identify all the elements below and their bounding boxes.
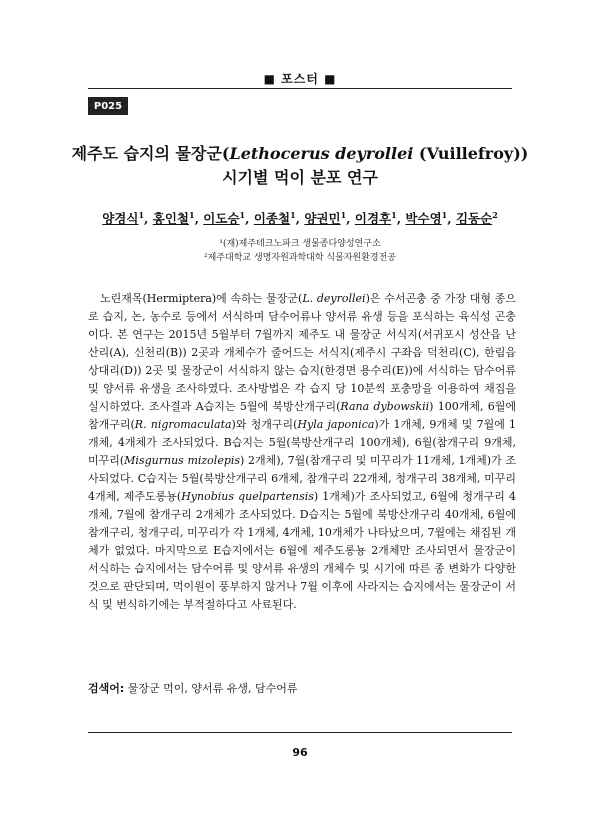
species-name: Misgurnus mizolepis bbox=[124, 454, 241, 467]
section-header: ■ 포스터 ■ bbox=[263, 72, 337, 86]
abstract-text: 노린재목(Hermiptera)에 속하는 물장군( bbox=[100, 292, 303, 305]
abstract bbox=[88, 290, 516, 614]
author-name: 양경식 bbox=[102, 211, 139, 226]
author-name: 양권민 bbox=[304, 211, 341, 226]
author-name: 박수영 bbox=[405, 211, 442, 226]
title-line-1 bbox=[60, 142, 540, 166]
affiliation-2: ²제주대학교 생명자원과학대학 식물자원환경전공 bbox=[204, 253, 396, 263]
keywords-label: 검색어: bbox=[88, 682, 125, 695]
author-name: 이경후 bbox=[354, 211, 392, 226]
author-name: 이종철 bbox=[253, 211, 291, 226]
title-text: 제주도 습지의 물장군( bbox=[71, 144, 230, 163]
author-affiliation-mark: 1 bbox=[239, 209, 246, 220]
abstract-text: ) 1개체)가 조사되었고, 6월에 청개구리 4개체, 7월에 참개구리 2개체가 조사되었다. D습지는 5월에 북방산개구리 40개체, 6월에 참개구리, 청개구리, 미꾸리가 각 1개체, 4개체, 10개체가 나타났으며, 7월에는 채집된 개체가 없었다. 마지막으로 E습지에서는 6월에 제주도롱뇽 2개체만 조사되면서 물장군이 서식하는 습지에서는 담수어류 및 양서류 유생의 개체수 및 시기에 따른 종 변화가 다양한 것으로 판단되며, 먹이원이 풍부하지 않거나 7월 이후에 사라지는 습지에서는 물장군이 서식 및 번식하기에는 부적절하다고 사료된다. bbox=[88, 490, 516, 611]
affiliation-1: ¹(재)제주테크노파크 생물종다양성연구소 bbox=[219, 239, 381, 249]
author-affiliation-mark: 1 bbox=[441, 209, 448, 220]
species-name: R. nigromaculata bbox=[134, 418, 232, 431]
title-species-name: Lethocerus deyrollei bbox=[229, 144, 414, 163]
author-list: 양경식$^1$, 홍인철$^1$, 이도승$^1$, 이종철$^1$, 양권민$^1$, 이경후$^1$, 박수영$^1$, 김동순$^2$ bbox=[102, 209, 498, 226]
species-name: L. deyrollei bbox=[302, 292, 366, 305]
author-affiliation-mark: 1 bbox=[138, 209, 145, 220]
author-name: 김동순 bbox=[455, 211, 493, 226]
title-line-2: 시기별 먹이 분포 연구 bbox=[222, 168, 378, 187]
author-affiliation-mark: 1 bbox=[391, 209, 397, 220]
paper-title bbox=[60, 142, 540, 190]
author-name: 이도승 bbox=[203, 211, 240, 226]
author-affiliation-mark: 2 bbox=[492, 209, 498, 220]
species-name: Hyla japonica bbox=[297, 418, 375, 431]
abstract-text: )가 1개체, 9개체 및 7월에 1개체, 4개체가 조사되었다. B습지는 5월(북방산개구리 100개체), 6월(참개구리 9개체, 미꾸리( bbox=[88, 418, 516, 467]
keywords-value: 물장군 먹이, 양서류 유생, 담수어류 bbox=[124, 682, 298, 695]
page-number: 96 bbox=[292, 746, 308, 759]
species-name: Hynobius quelpartensis bbox=[181, 490, 314, 503]
species-name: Rana dybowskii bbox=[340, 400, 430, 413]
keywords bbox=[88, 680, 516, 696]
author-affiliation-mark: 1 bbox=[189, 209, 195, 220]
abstract-text: ) 2개체), 7월(참개구리 및 미꾸리가 11개체, 1개체)가 조사되었다. C습지는 5월(북방산개구리 6개체, 참개구리 22개체, 청개구리 38개체, 미꾸리 4개체, 제주도롱뇽( bbox=[88, 454, 516, 503]
abstract-text: )와 청개구리( bbox=[231, 418, 298, 431]
abstract-text: ) 100개체, 6월에 참개구리( bbox=[88, 400, 516, 431]
author-affiliation-mark: 1 bbox=[290, 209, 296, 220]
author-affiliation-mark: 1 bbox=[340, 209, 347, 220]
abstract-text: )은 수서곤충 중 가장 대형 종으로 습지, 논, 농수로 등에서 서식하며 담수어류나 양서류 유생 등을 포식하는 육식성 곤충이다. 본 연구는 2015년 5월부터 7월까지 제주도 내 물장군 서식지(서귀포시 성산읍 난산리(A), 신천리(B)) 2곳과 개체수가 줄어드는 서식지(제주시 구좌읍 덕천리(C), 한림읍 상대리(D)) 2곳 및 물장군이 서식하지 않는 습지(한경면 용수리(E))에 서식하는 담수어류 및 양서류 유생을 조사하였다. 조사방법은 각 습지 당 10분씩 포충망을 이용하여 채집을 실시하였다. 조사결과 A습지는 5월에 북방산개구리( bbox=[88, 292, 516, 413]
poster-id-badge: P025 bbox=[88, 97, 128, 115]
title-text-post: (Vuillefroy)) bbox=[413, 144, 529, 163]
bottom-rule bbox=[88, 732, 512, 733]
abstract-paragraph bbox=[88, 290, 516, 614]
author-name: 홍인철 bbox=[152, 211, 189, 226]
top-rule bbox=[88, 88, 512, 89]
